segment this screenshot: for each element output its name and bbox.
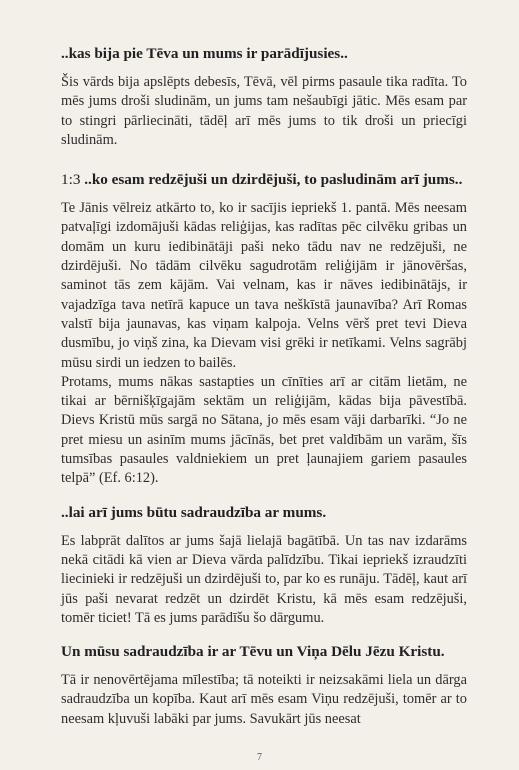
- section-heading-text: ..ko esam redzējuši un dzirdējuši, to pasludinām arī jums..: [84, 171, 463, 189]
- section-heading: ..kas bija pie Tēva un mums ir parādījusies..: [61, 45, 348, 62]
- paragraph: Protams, mums nākas sastapties un cīnīties arī ar citām lietām, ne tikai ar bērnišķīgajām sektām un reliģijām, kādas bija pāvestībā. Dievs Kristū mūs sargā no Sātana, jo mēs esam vāji darbarīki. “Jo ne pret miesu un asinīm mums jācīnās, bet pret valdībām un varām, šīs tumsības pasaules valdniekiem un pret ļaunajiem gariem pasaules telpā” (Ef. 6:12).: [61, 373, 467, 487]
- paragraph: Tā ir nenovērtējama mīlestība; tā noteikti ir neizsakāmi liela un dārga sadraudzība un kopība. Kaut arī mēs esam Viņu redzējuši, tomēr ar to neesam kļuvuši labāki par jums. Savukārt jūs neesat: [61, 672, 467, 727]
- section-2: [61, 170, 467, 488]
- paragraph: Šis vārds bija apslēpts debesīs, Tēvā, vēl pirms pasaule tika radīta. To mēs jums droši sludinām, un jums tam nešaubīgi jātic. Mēs esam par to stingri pārliecināti, tādēļ arī mēs jums to tik droši un priecīgi sludinām.: [61, 74, 467, 148]
- page-number: 7: [257, 752, 262, 763]
- section-1: [61, 44, 467, 150]
- section-3: [61, 503, 467, 628]
- section-heading: Un mūsu sadraudzība ir ar Tēvu un Viņa Dēlu Jēzu Kristu.: [61, 643, 445, 661]
- paragraph: Es labprāt dalītos ar jums šajā lielajā bagātībā. Un tas nav izdarāms nekā citādi kā vien ar Dieva vārda palīdzību. Tikai iepriekš izraudzīti liecinieki ir redzējuši un dzirdējuši to, par ko es runāju. Tādēļ, kaut arī jūs paši nevarat redzēt un dzirdēt Kristu, kā mēs esam redzējuši, tomēr ticiet! Tā es jums parādīšu šo dārgumu.: [61, 532, 467, 626]
- verse-reference: 1:3: [61, 171, 81, 189]
- section-heading: ..lai arī jums būtu sadraudzība ar mums.: [61, 503, 327, 521]
- section-4: [61, 642, 467, 729]
- paragraph: Te Jānis vēlreiz atkārto to, ko ir sacījis iepriekš 1. pantā. Mēs neesam patvaļīgi izdomājuši kādas reliģijas, kas radītas pēc cilvēku gribas un domām un kuru iedibinātāji paši neko tādu nav ne redzējuši, ne dzirdējuši. No tādām cilvēku sagudrotām reliģijām ir jānovēršas, saminot tās zem kājām. Vai velnam, kas ir nāves iedibinātājs, ir vajadzīga tava netīrā kapuce un tava neškīstā jaunavība? Arī Romas valstī bija jaunavas, kas viņam kalpoja. Velns vērš pret tevi Dieva dusmību, jo viņš zina, ka Dievam visi grēki ir netīkami. Velns sagrābj mūsu sirdi un iedzen to bailēs.: [61, 200, 467, 371]
- section-heading: [61, 170, 467, 190]
